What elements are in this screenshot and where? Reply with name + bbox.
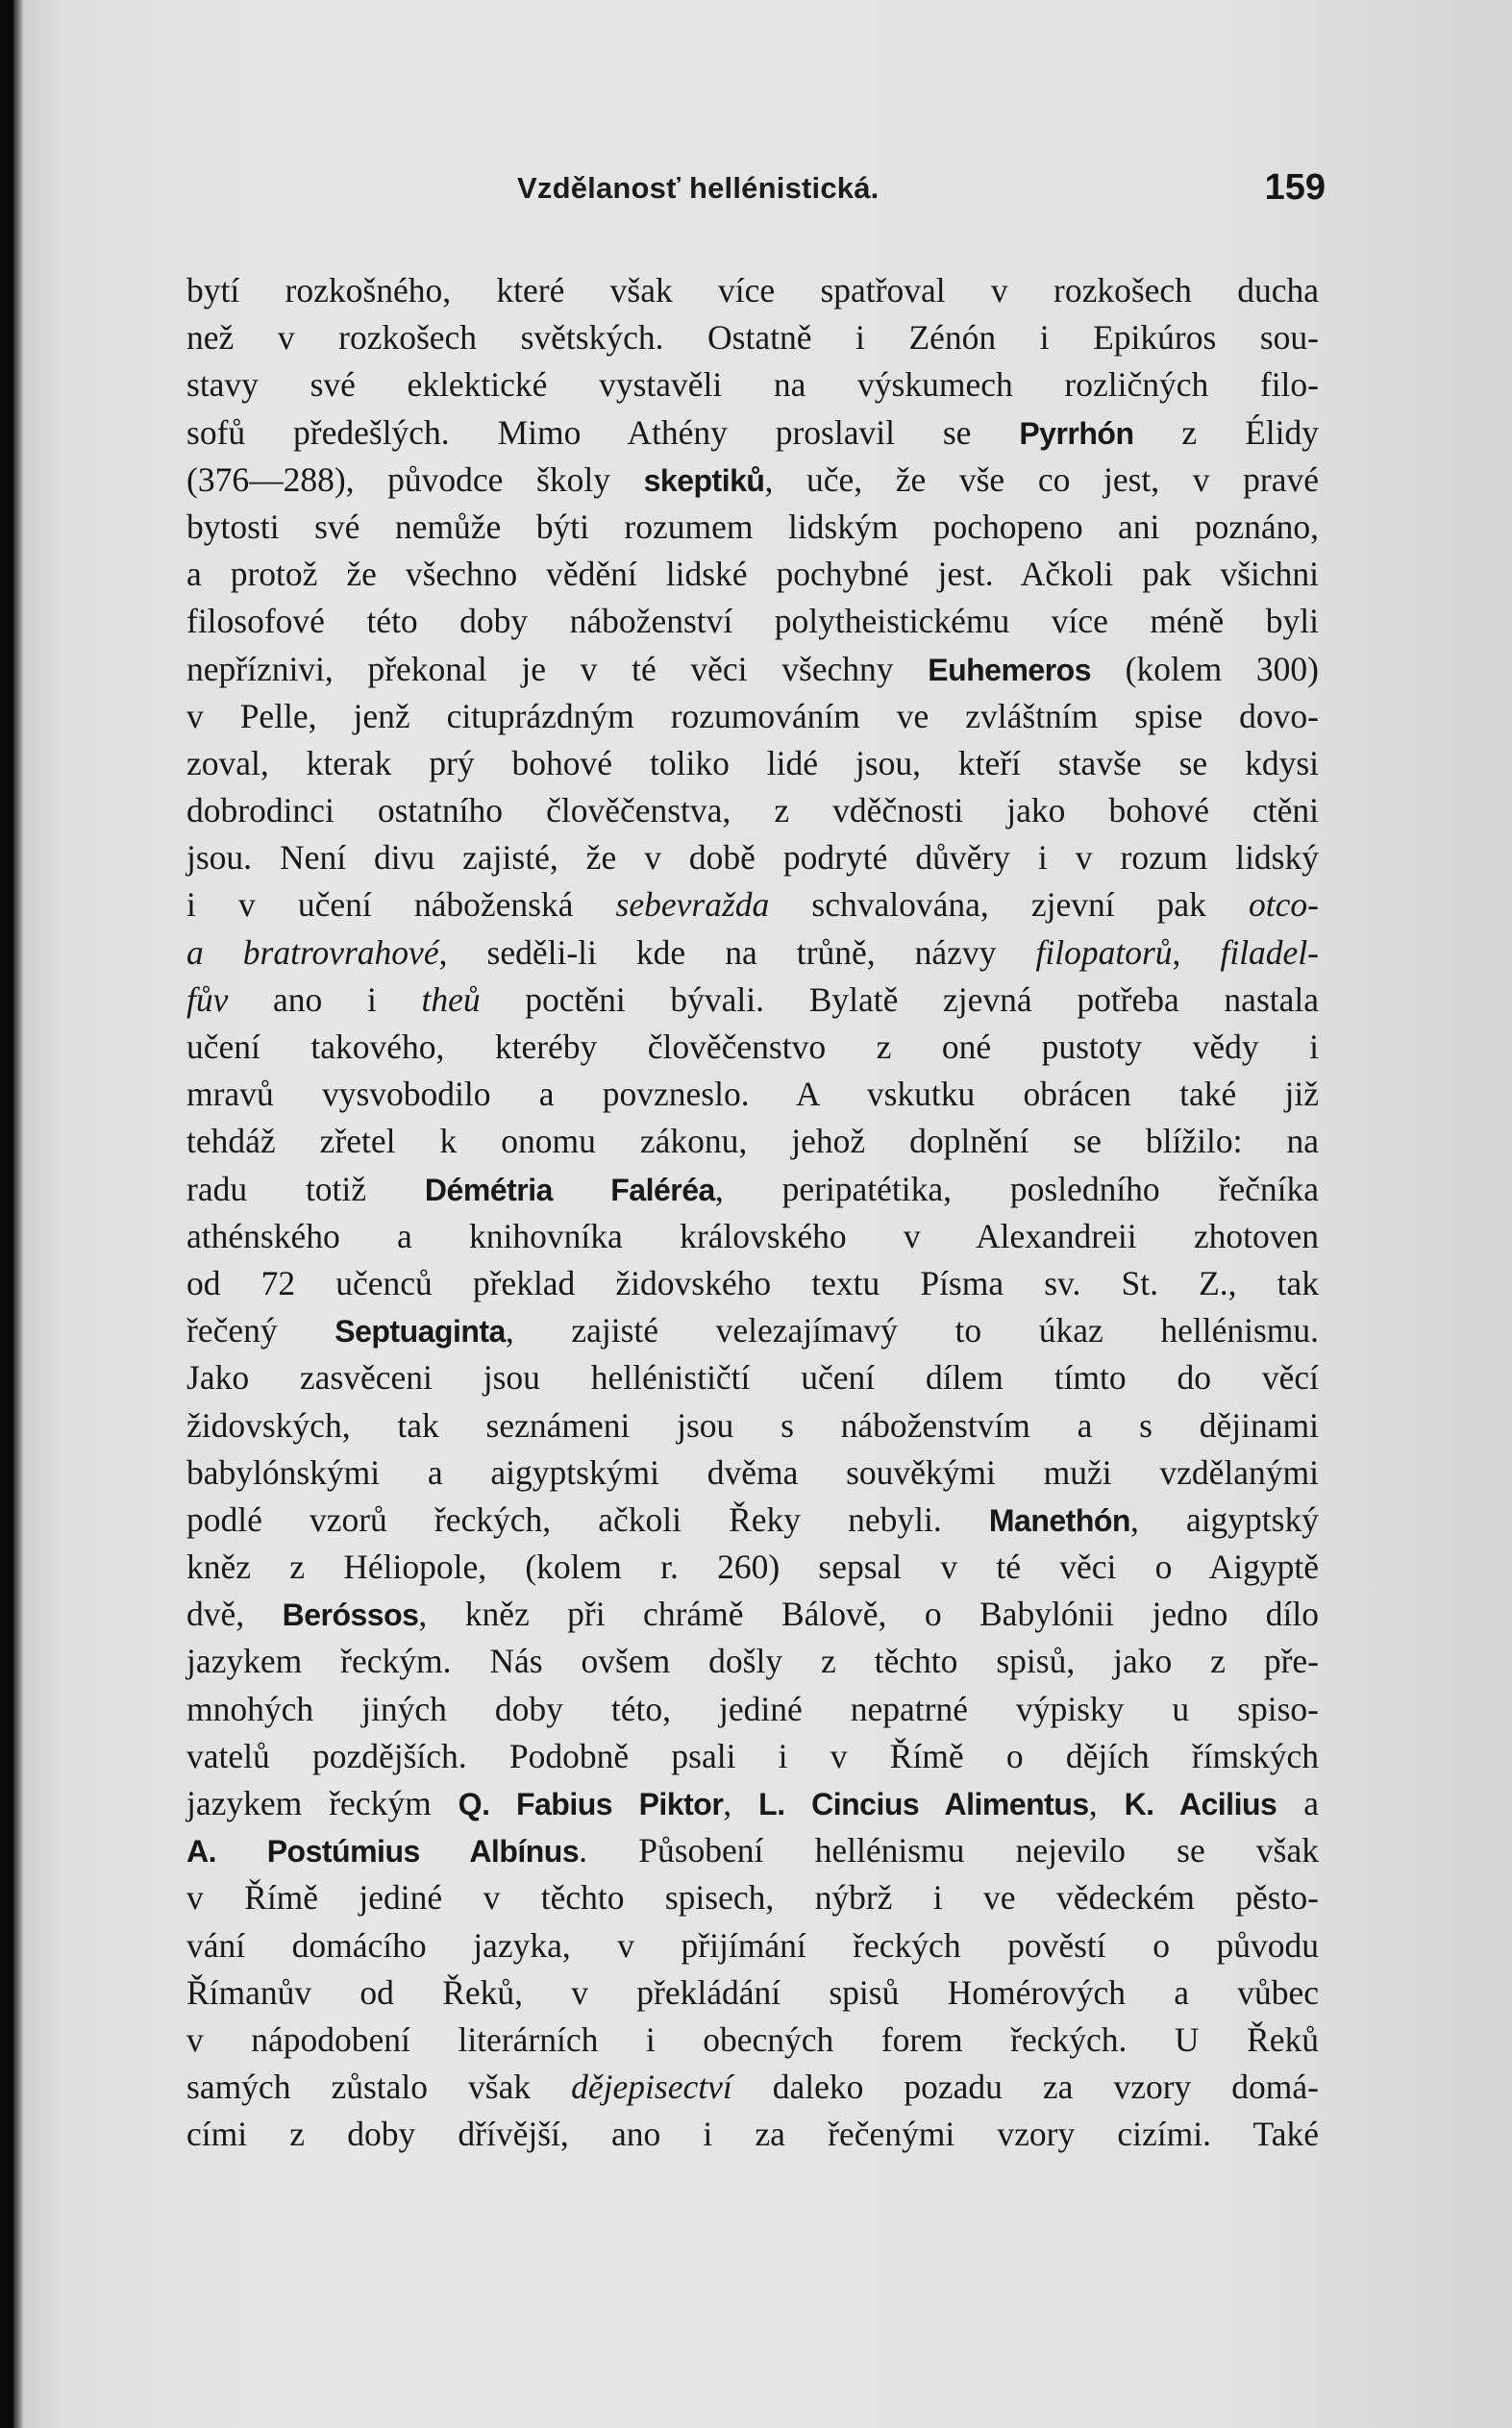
spaced-name: Euhemeros	[928, 652, 1091, 687]
text-line	[186, 1166, 1319, 1213]
text-segment: v Pelle, jenž cituprázdným rozumováním ve zvláštním spise dovo-	[186, 696, 1319, 735]
spaced-name: Septuaginta	[335, 1314, 506, 1350]
text-line	[186, 1922, 1319, 1970]
spaced-name: A. Postúmius Albínus	[186, 1834, 580, 1870]
text-segment: Římanův od Řeků, v překládání spisů Homérových a vůbec	[186, 1972, 1319, 2012]
text-segment: , uče, že vše co jest, v pravé	[764, 459, 1319, 499]
text-segment: jazykem řeckým. Nás ovšem došly z těchto spisů, jako z pře-	[186, 1642, 1319, 1681]
text-line	[186, 1780, 1319, 1827]
text-segment: podlé vzorů řeckých, ačkoli Řeky nebyli.	[186, 1499, 989, 1539]
book-page	[13, 0, 1512, 2428]
text-segment: židovských, tak seznámeni jsou s náboženstvím a s dějinami	[186, 1405, 1319, 1445]
text-line	[186, 1354, 1319, 1401]
text-segment: , zajisté velezajímavý to úkaz hellénismu.	[505, 1311, 1319, 1350]
text-segment: stavy své eklektické vystavěli na výskumech rozličných filo-	[186, 365, 1319, 405]
spaced-name: Démétria Faléréa	[424, 1172, 715, 1207]
text-segment: daleko pozadu za vzory domá-	[731, 2068, 1319, 2107]
italic-term: a bratrovrahové	[186, 932, 439, 972]
italic-term: sebevražda	[615, 885, 770, 925]
text-segment: a protož že všechno vědění lidské pochybné jest. Ačkoli pak všichni	[186, 555, 1319, 594]
text-segment: bytí rozkošného, které však více spatřoval v rozkošech ducha	[186, 271, 1319, 310]
text-line	[186, 1827, 1319, 1874]
text-line	[186, 977, 1319, 1024]
text-segment: nepříznivi, překonal je v té věci všechny	[186, 649, 929, 688]
spaced-name: skeptiků	[643, 462, 765, 498]
text-segment: dobrodinci ostatního člověčenstva, z vděčnosti jako bohové ctěni	[186, 791, 1319, 830]
text-line	[186, 881, 1319, 929]
text-segment: jazykem řeckým	[186, 1784, 459, 1822]
text-segment: , aigyptský	[1129, 1499, 1319, 1539]
text-segment: řečený	[186, 1311, 335, 1350]
text-segment: dvě,	[186, 1595, 283, 1634]
body-text	[186, 267, 1319, 2159]
text-segment: Jako zasvěceni jsou hellénističtí učení dílem tímto do věcí	[186, 1358, 1319, 1398]
text-line	[186, 2111, 1319, 2158]
text-segment: z Élidy	[1133, 412, 1319, 452]
running-head: Vzdělanosť hellénistická.	[517, 171, 880, 205]
text-segment: ,	[1172, 932, 1221, 972]
spaced-name: L. Cincius Alimentus	[758, 1787, 1089, 1821]
italic-term: filadel-	[1220, 932, 1319, 972]
text-segment: ,	[723, 1784, 759, 1822]
text-segment: tehdáž zřetel k onomu zákonu, jehož doplnění se blížilo: na	[186, 1122, 1319, 1161]
text-segment: sofů předešlých. Mimo Athény proslavil se	[186, 412, 1020, 452]
text-line	[186, 1118, 1319, 1165]
spaced-name: K. Acilius	[1124, 1787, 1277, 1821]
text-segment: než v rozkošech světských. Ostatně i Zénón i Epikúros sou-	[186, 318, 1319, 358]
text-segment: mnohých jiných doby této, jediné nepatrné výpisky u spiso-	[186, 1689, 1319, 1728]
text-segment: athénského a knihovníka královského v Alexandreii zhotoven	[186, 1216, 1319, 1255]
spaced-name: Pyrrhón	[1019, 415, 1134, 451]
italic-term: theů	[421, 979, 481, 1019]
text-segment: zoval, kterak prý bohové toliko lidé jsou, kteří stavše se kdysi	[186, 743, 1319, 782]
text-segment: učení takového, kteréby člověčenstvo z oné pustoty vědy i	[186, 1028, 1319, 1066]
text-segment: . Působení hellénismu nejevilo se však	[579, 1831, 1319, 1871]
text-segment: a	[1277, 1784, 1320, 1822]
text-segment: ano i	[228, 979, 422, 1019]
text-line	[186, 2064, 1319, 2111]
text-segment: v Římě jediné v těchto spisech, nýbrž i ve vědeckém pěsto-	[186, 1878, 1319, 1918]
text-segment: vatelů pozdějších. Podobně psali i v Římě o dějích římských	[186, 1736, 1319, 1775]
text-line	[186, 267, 1319, 314]
text-segment: (kolem 300)	[1091, 649, 1319, 688]
text-line	[186, 1970, 1319, 2017]
text-line	[186, 646, 1319, 693]
text-line	[186, 929, 1319, 977]
italic-term: otco-	[1249, 885, 1319, 925]
text-segment: , seděli-li kde na trůně, názvy	[438, 932, 1036, 972]
text-line	[186, 1024, 1319, 1071]
text-line	[186, 1402, 1319, 1449]
italic-term: fův	[186, 979, 229, 1019]
text-line	[186, 1213, 1319, 1260]
text-line	[186, 598, 1319, 645]
text-segment: , kněz při chrámě Bálově, o Babylónii jedno dílo	[418, 1595, 1319, 1634]
text-line	[186, 1307, 1319, 1354]
text-segment: schvalována, zjevní pak	[769, 885, 1250, 925]
text-line	[186, 693, 1319, 740]
text-line	[186, 834, 1319, 881]
text-segment: , peripatétika, posledního řečníka	[714, 1169, 1319, 1208]
text-line	[186, 787, 1319, 834]
italic-term: filopatorů	[1035, 932, 1173, 972]
text-line	[186, 740, 1319, 787]
text-line	[186, 409, 1319, 457]
text-segment: cími z doby dřívější, ano i za řečenými vzory cizími. Také	[186, 2115, 1319, 2154]
text-segment: i v učení náboženská	[186, 885, 616, 925]
text-line	[186, 314, 1319, 361]
text-segment: ,	[1088, 1784, 1125, 1822]
page-number: 159	[1264, 167, 1326, 208]
text-line	[186, 1071, 1319, 1118]
text-segment: poctěni bývali. Bylatě zjevná potřeba nastala	[480, 979, 1319, 1019]
text-line	[186, 2017, 1319, 2064]
text-line	[186, 1497, 1319, 1544]
text-segment: samých zůstalo však	[186, 2068, 572, 2107]
text-segment: babylónskými a aigyptskými dvěma souvěkými muži vzdělanými	[186, 1452, 1319, 1492]
text-line	[186, 551, 1319, 598]
text-segment: bytosti své nemůže býti rozumem lidským pochopeno ani poznáno,	[186, 507, 1319, 546]
spaced-name: Q. Fabius Piktor	[458, 1787, 724, 1821]
text-line	[186, 1449, 1319, 1497]
text-line	[186, 1733, 1319, 1780]
text-line	[186, 504, 1319, 551]
text-line	[186, 1260, 1319, 1307]
text-segment: v nápodobení literárních i obecných forem řeckých. U Řeků	[186, 2019, 1319, 2059]
text-line	[186, 457, 1319, 504]
page-edge-shadow	[13, 0, 23, 2428]
text-line	[186, 1591, 1319, 1638]
spaced-name: Manethón	[988, 1502, 1130, 1538]
text-segment: jsou. Není divu zajisté, že v době podryté důvěry i v rozum lidský	[186, 838, 1319, 878]
text-segment: filosofové této doby náboženství polytheistickému více méně byli	[186, 602, 1319, 641]
spaced-name: Beróssos	[282, 1598, 419, 1633]
text-segment: mravů vysvobodilo a povzneslo. A vskutku obrácen také již	[186, 1075, 1319, 1114]
text-segment: od 72 učenců překlad židovského textu Písma sv. St. Z., tak	[186, 1263, 1319, 1302]
text-line	[186, 1638, 1319, 1685]
text-line	[186, 361, 1319, 409]
text-line	[186, 1686, 1319, 1733]
text-segment: radu totiž	[186, 1169, 425, 1208]
text-segment: vání domácího jazyka, v přijímání řeckých pověstí o původu	[186, 1925, 1319, 1965]
text-line	[186, 1544, 1319, 1591]
text-segment: (376—288), původce školy	[186, 459, 644, 499]
italic-term: dějepisectví	[571, 2068, 732, 2107]
text-line	[186, 1874, 1319, 1921]
text-segment: kněz z Héliopole, (kolem r. 260) sepsal v té věci o Aigyptě	[186, 1548, 1319, 1587]
